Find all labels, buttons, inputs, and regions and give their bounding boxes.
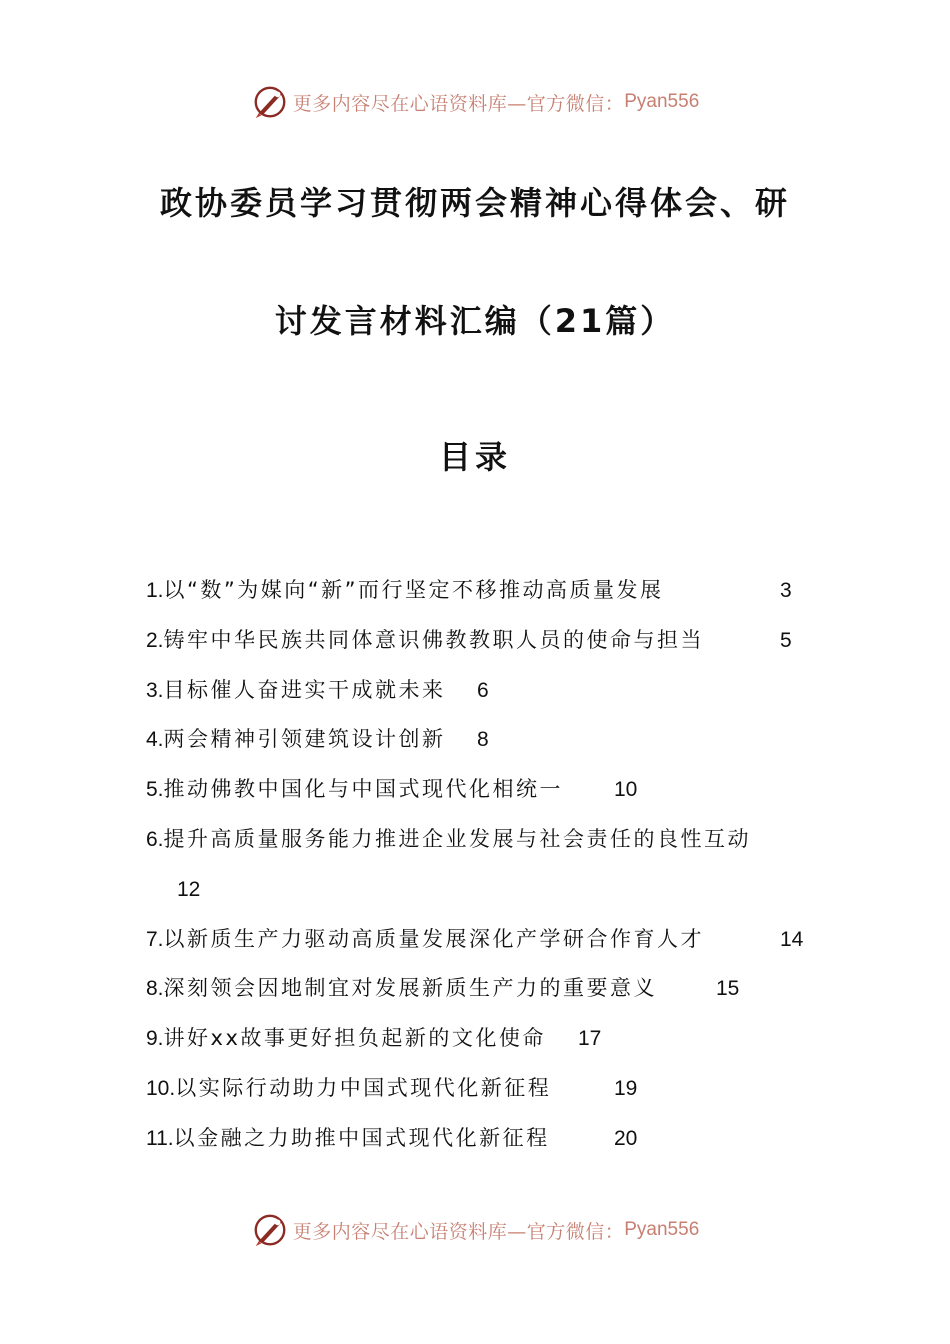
toc-item-page: 19 xyxy=(614,1076,638,1100)
table-of-contents xyxy=(146,566,826,1164)
banner-wechat-id: Pyan556 xyxy=(624,1219,700,1240)
toc-item-number: 7. xyxy=(146,927,164,951)
toc-item[interactable] xyxy=(146,1064,826,1114)
toc-item[interactable] xyxy=(146,815,826,915)
toc-item[interactable] xyxy=(146,964,826,1014)
toc-item-number: 11. xyxy=(146,1126,174,1150)
toc-item-title: 以新质生产力驱动高质量发展深化产学研合作育人才 xyxy=(163,926,705,951)
toc-item-page: 10 xyxy=(614,778,638,802)
toc-item-page: 12 xyxy=(177,877,201,901)
quill-pen-logo-icon xyxy=(251,1211,289,1249)
toc-item-number: 5. xyxy=(146,778,164,802)
toc-item-title: 铸牢中华民族共同体意识佛教教职人员的使命与担当 xyxy=(163,627,705,652)
toc-item[interactable] xyxy=(146,566,826,616)
toc-item-page: 20 xyxy=(614,1126,638,1150)
toc-item-title: 目标催人奋进实干成就未来 xyxy=(163,677,446,702)
toc-item-page: 5 xyxy=(780,628,792,652)
toc-item-number: 2. xyxy=(146,628,164,652)
toc-item-page: 8 xyxy=(477,728,489,752)
toc-heading: 目录 xyxy=(438,438,511,476)
toc-item-title: 两会精神引领建筑设计创新 xyxy=(163,727,446,752)
toc-item-title: 提升高质量服务能力推进企业发展与社会责任的良性互动 xyxy=(163,826,752,851)
banner-text: 更多内容尽在心语资料库—官方微信： xyxy=(292,1220,625,1243)
toc-item-number: 1. xyxy=(146,579,164,602)
toc-item[interactable] xyxy=(146,915,826,965)
toc-item-title: 以实际行动助力中国式现代化新征程 xyxy=(175,1075,552,1100)
toc-item[interactable] xyxy=(146,1014,826,1064)
header-watermark-banner xyxy=(0,82,950,122)
toc-item-number: 4. xyxy=(146,728,164,752)
toc-item-page: 3 xyxy=(780,579,792,602)
toc-item-page: 6 xyxy=(477,678,489,702)
toc-item-title: 以金融之力助推中国式现代化新征程 xyxy=(173,1125,550,1150)
toc-item[interactable] xyxy=(146,616,826,666)
toc-item-number: 3. xyxy=(146,678,164,702)
toc-item-number: 10. xyxy=(146,1076,176,1100)
toc-item-page: 17 xyxy=(578,1027,602,1051)
toc-item[interactable] xyxy=(146,1114,826,1164)
toc-item-number: 6. xyxy=(146,827,164,851)
banner-wechat-id: Pyan556 xyxy=(624,91,700,112)
toc-item-number: 8. xyxy=(146,977,164,1001)
banner-text: 更多内容尽在心语资料库—官方微信： xyxy=(292,92,625,115)
document-title-line-2: 讨发言材料汇编（21篇） xyxy=(274,302,676,340)
toc-item-title: 推动佛教中国化与中国式现代化相统一 xyxy=(163,777,564,802)
toc-item-page: 15 xyxy=(716,977,740,1001)
toc-item[interactable] xyxy=(146,666,826,716)
toc-item-title: 讲好xx故事更好担负起新的文化使命 xyxy=(163,1026,546,1051)
toc-item-page: 14 xyxy=(780,927,804,951)
toc-item-title: 以“数”为媒向“新”而行坚定不移推动高质量发展 xyxy=(163,578,664,602)
toc-item[interactable] xyxy=(146,765,826,815)
footer-watermark-banner xyxy=(0,1210,950,1250)
toc-item-title: 深刻领会因地制宜对发展新质生产力的重要意义 xyxy=(163,976,658,1001)
toc-item[interactable] xyxy=(146,715,826,765)
toc-item-number: 9. xyxy=(146,1027,164,1051)
document-title-line-1: 政协委员学习贯彻两会精神心得体会、研 xyxy=(159,184,790,222)
quill-pen-logo-icon xyxy=(251,83,289,121)
